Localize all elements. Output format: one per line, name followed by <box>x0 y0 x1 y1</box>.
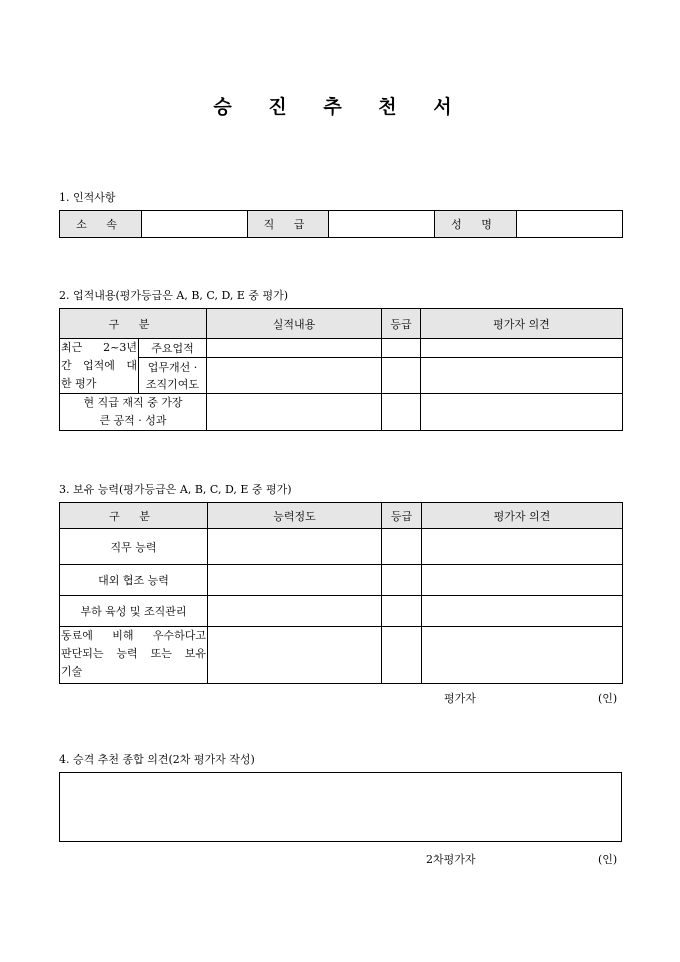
sec2-header-results: 실적내용 <box>207 309 382 339</box>
superior-skill-grade[interactable] <box>382 627 422 684</box>
key-achievement-grade[interactable] <box>382 339 421 358</box>
improvement-result[interactable] <box>207 358 382 394</box>
superior-skill-label <box>60 627 208 684</box>
improvement-label <box>139 358 207 394</box>
management-grade[interactable] <box>382 596 422 627</box>
cooperation-grade[interactable] <box>382 565 422 596</box>
evaluator-label: 평가자 <box>444 692 476 705</box>
ability-table <box>59 502 623 684</box>
affiliation-field[interactable] <box>142 211 248 238</box>
sec3-header-category: 구 분 <box>60 503 208 529</box>
sec3-header-grade: 등급 <box>382 503 422 529</box>
name-label: 성 명 <box>435 211 517 238</box>
section1-heading: 1. 인적사항 <box>59 191 116 204</box>
recent-performance-line2: 간 업적에 대 <box>61 359 137 372</box>
superior-skill-level[interactable] <box>208 627 382 684</box>
key-achievement-result[interactable] <box>207 339 382 358</box>
job-ability-grade[interactable] <box>382 529 422 565</box>
major-merit-line2: 큰 공적 · 성과 <box>99 414 167 427</box>
sec2-header-opinion: 평가자 의견 <box>421 309 623 339</box>
job-ability-level[interactable] <box>208 529 382 565</box>
recent-performance-line3: 한 평가 <box>61 377 97 390</box>
rank-label: 직 급 <box>248 211 329 238</box>
superior-skill-line1: 동료에 비해 우수하다고 <box>61 629 206 642</box>
section2-heading: 2. 업적내용(평가등급은 A, B, C, D, E 중 평가) <box>59 289 289 302</box>
overall-opinion-box[interactable] <box>59 772 622 842</box>
second-evaluator-label: 2차평가자 <box>426 853 476 866</box>
sec3-header-opinion: 평가자 의견 <box>422 503 623 529</box>
superior-skill-line2: 판단되는 능력 또는 보유 <box>61 647 206 660</box>
major-merit-line1: 현 직급 재직 중 가장 <box>83 396 183 409</box>
superior-skill-opinion[interactable] <box>422 627 623 684</box>
major-merit-opinion[interactable] <box>421 394 623 431</box>
recent-performance-label <box>60 339 139 394</box>
key-achievement-label: 주요업적 <box>139 339 207 358</box>
major-merit-result[interactable] <box>207 394 382 431</box>
achievement-table <box>59 308 623 431</box>
major-merit-grade[interactable] <box>382 394 421 431</box>
section4-heading: 4. 승격 추천 종합 의견(2차 평가자 작성) <box>59 753 255 766</box>
cooperation-level[interactable] <box>208 565 382 596</box>
sec3-header-ability: 능력정도 <box>208 503 382 529</box>
sec2-header-category: 구 분 <box>60 309 207 339</box>
key-achievement-opinion[interactable] <box>421 339 623 358</box>
improvement-line2: 조직기여도 <box>145 377 200 391</box>
management-level[interactable] <box>208 596 382 627</box>
cooperation-label: 대외 협조 능력 <box>60 565 208 596</box>
affiliation-label: 소 속 <box>60 211 142 238</box>
management-label: 부하 육성 및 조직관리 <box>60 596 208 627</box>
personal-info-table <box>59 210 623 238</box>
job-ability-opinion[interactable] <box>422 529 623 565</box>
job-ability-label: 직무 능력 <box>60 529 208 565</box>
evaluator-seal: (인) <box>598 692 618 705</box>
improvement-grade[interactable] <box>382 358 421 394</box>
management-opinion[interactable] <box>422 596 623 627</box>
sec2-header-grade: 등급 <box>382 309 421 339</box>
document-title: 승 진 추 천 서 <box>213 96 467 118</box>
recent-performance-line1: 최근 2~3년 <box>61 341 137 354</box>
improvement-opinion[interactable] <box>421 358 623 394</box>
rank-field[interactable] <box>329 211 435 238</box>
major-merit-label <box>60 394 207 431</box>
superior-skill-line3: 기술 <box>61 665 83 678</box>
cooperation-opinion[interactable] <box>422 565 623 596</box>
improvement-line1: 업무개선 · <box>147 360 198 374</box>
second-evaluator-seal: (인) <box>598 853 618 866</box>
name-field[interactable] <box>517 211 623 238</box>
section3-heading: 3. 보유 능력(평가등급은 A, B, C, D, E 중 평가) <box>59 483 292 496</box>
